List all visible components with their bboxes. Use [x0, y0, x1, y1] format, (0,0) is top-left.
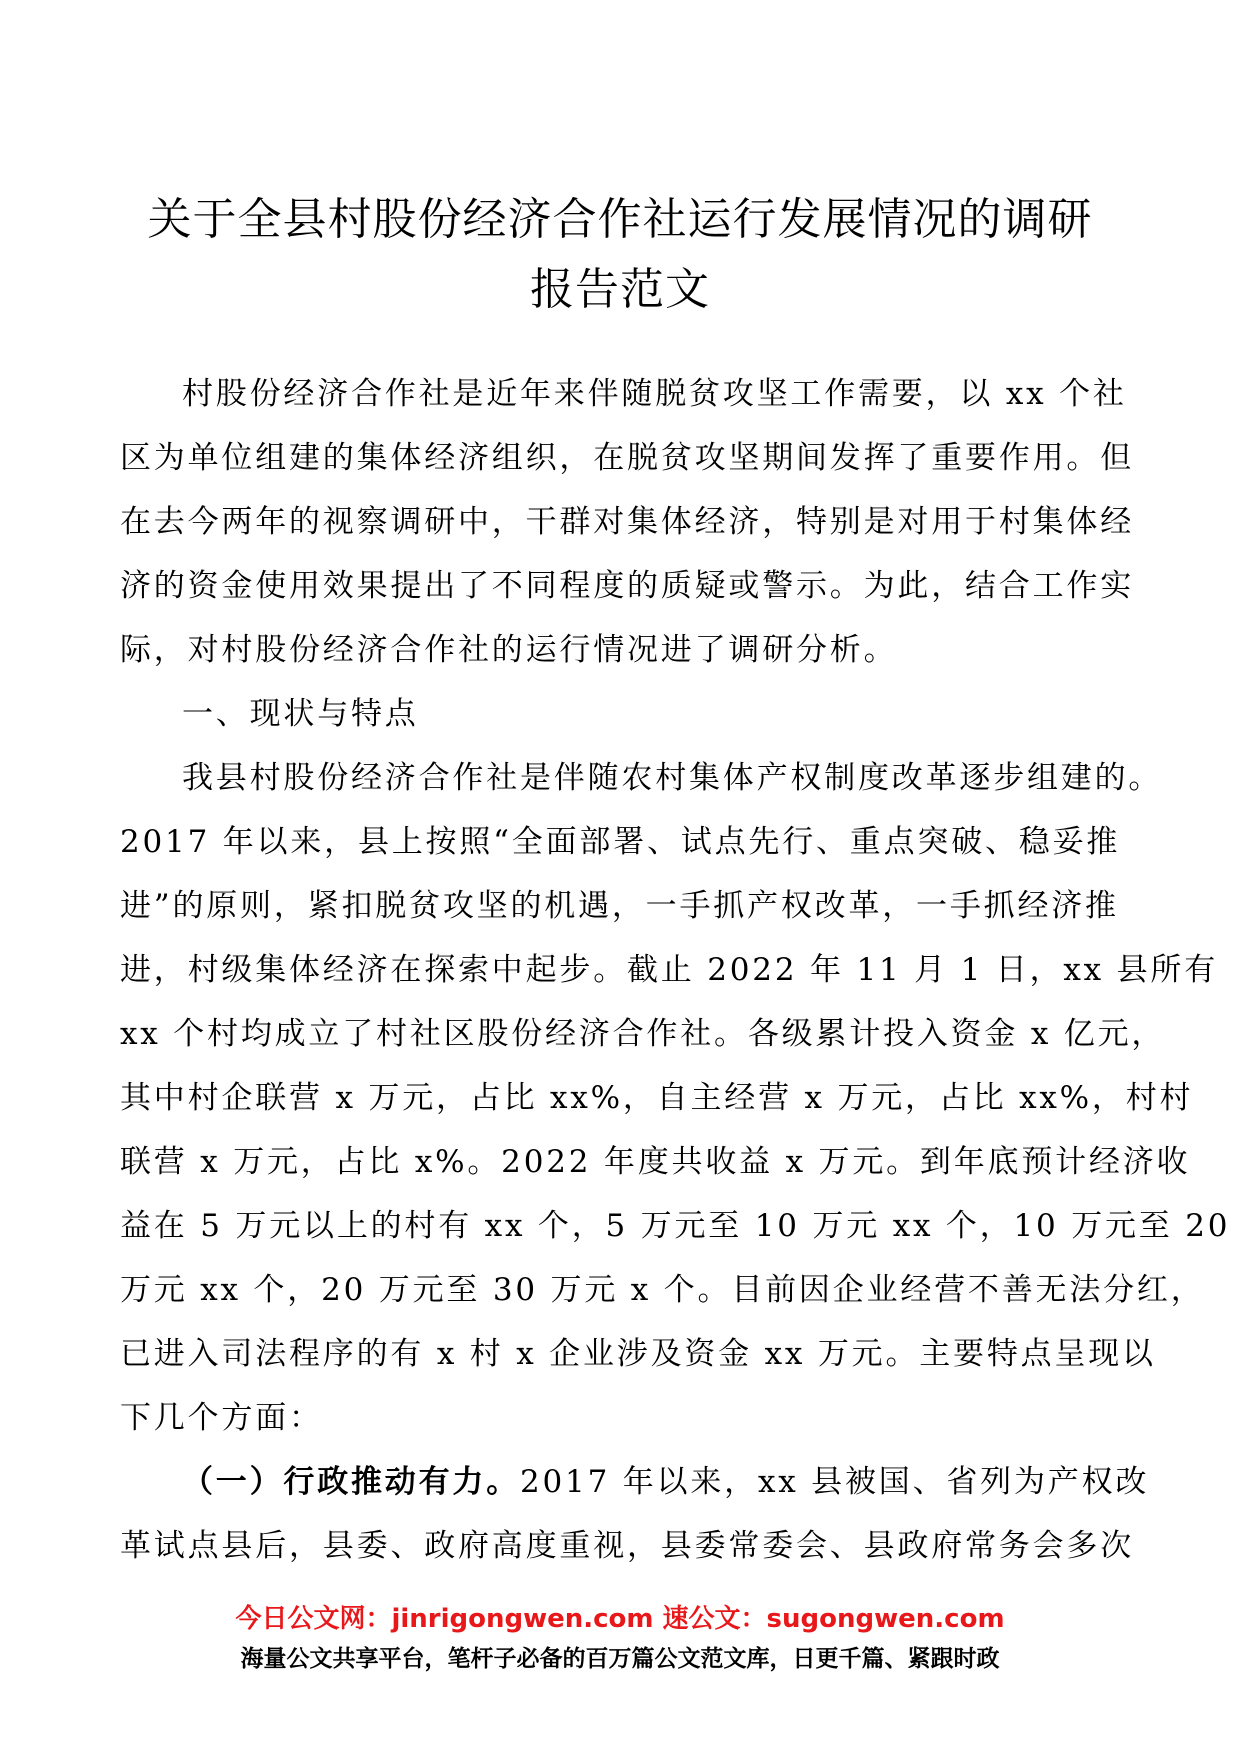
paragraph-line: 济的资金使用效果提出了不同程度的质疑或警示。为此，结合工作实 — [120, 568, 1134, 604]
title-line-2: 报告范文 — [530, 264, 710, 315]
paragraph-line: 革试点县后，县委、政府高度重视，县委常委会、县政府常务会多次 — [120, 1528, 1134, 1564]
paragraph-line: 进”的原则，紧扣脱贫攻坚的机遇，一手抓产权改革，一手抓经济推 — [120, 888, 1119, 924]
paragraph-line: 益在 5 万元以上的村有 xx 个，5 万元至 10 万元 xx 个，10 万元至 20 — [120, 1208, 1231, 1244]
paragraph-line: 万元 xx 个，20 万元至 30 万元 x 个。目前因企业经营不善无法分红， — [120, 1272, 1205, 1308]
section-heading: 一、现状与特点 — [182, 696, 419, 732]
paragraph-line: 在去今两年的视察调研中，干群对集体经济，特别是对用于村集体经 — [120, 504, 1134, 540]
paragraph-line: 其中村企联营 x 万元，占比 xx%，自主经营 x 万元，占比 xx%，村村 — [120, 1080, 1194, 1116]
subsection-text: 2017 年以来，xx 县被国、省列为产权改 — [520, 1464, 1150, 1500]
document-body — [120, 362, 1231, 1578]
title-line-1: 关于全县村股份经济合作社运行发展情况的调研 — [147, 194, 1093, 245]
subsection-line — [120, 1450, 1150, 1514]
paragraph-line: 我县村股份经济合作社是伴随农村集体产权制度改革逐步组建的。 — [182, 760, 1163, 796]
paragraph-line: 际，对村股份经济合作社的运行情况进了调研分析。 — [120, 632, 898, 668]
paragraph-line: 已进入司法程序的有 x 村 x 企业涉及资金 xx 万元。主要特点呈现以 — [120, 1336, 1156, 1372]
paragraph-line: 联营 x 万元，占比 x%。2022 年度共收益 x 万元。到年底预计经济收 — [120, 1144, 1191, 1180]
paragraph-line: 2017 年以来，县上按照“全面部署、试点先行、重点突破、稳妥推 — [120, 824, 1121, 860]
paragraph-line: 进，村级集体经济在探索中起步。截止 2022 年 11 月 1 日，xx 县所有 — [120, 952, 1219, 988]
paragraph-line: 区为单位组建的集体经济组织，在脱贫攻坚期间发挥了重要作用。但 — [120, 440, 1134, 476]
paragraph-line: xx 个村均成立了村社区股份经济合作社。各级累计投入资金 x 亿元， — [120, 1016, 1166, 1052]
paragraph-line: 村股份经济合作社是近年来伴随脱贫攻坚工作需要，以 xx 个社 — [182, 376, 1127, 412]
footer-site-links[interactable]: 今日公文网：jinrigongwen.com 速公文：sugongwen.com — [235, 1604, 1005, 1634]
footer-tagline: 海量公文共享平台，笔杆子必备的百万篇公文范文库，日更千篇、紧跟时政 — [240, 1646, 1000, 1672]
document-title — [120, 185, 1120, 325]
paragraph-line: 下几个方面： — [120, 1400, 323, 1436]
subsection-heading: （一）行政推动有力。 — [182, 1464, 520, 1500]
